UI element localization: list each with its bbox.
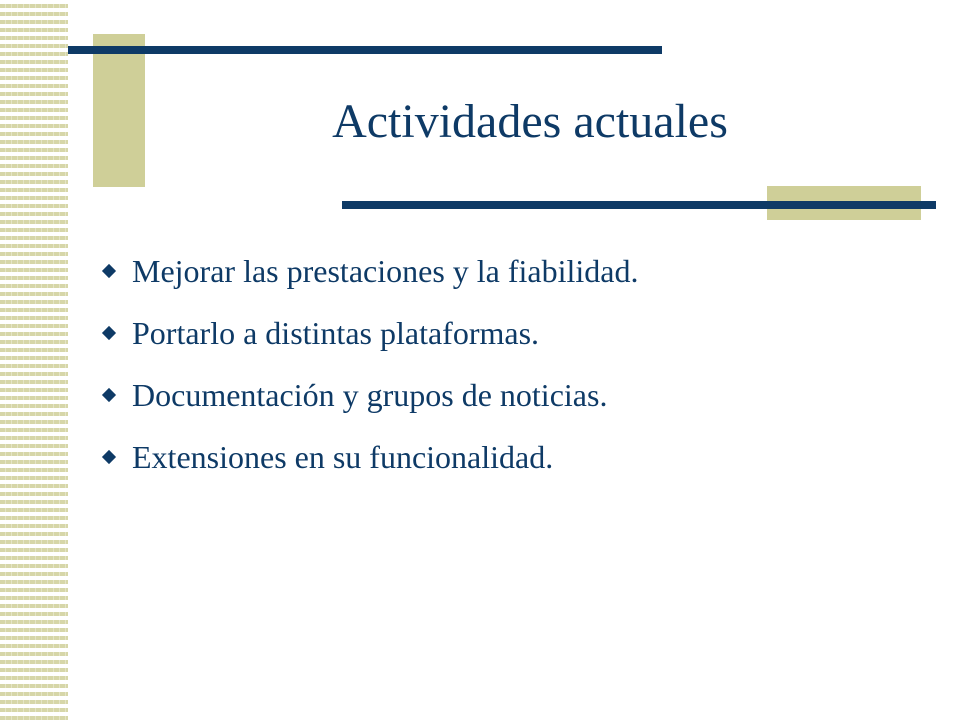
bullet-text: Portarlo a distintas plataformas. xyxy=(132,314,540,351)
diamond-icon xyxy=(102,450,116,464)
bullet-text: Extensiones en su funcionalidad. xyxy=(132,438,554,475)
diamond-icon xyxy=(102,388,116,402)
navy-rule-bottom xyxy=(342,201,936,209)
bullet-item xyxy=(100,364,920,426)
bullet-item xyxy=(100,302,920,364)
slide-title: Actividades actuales xyxy=(332,95,728,148)
navy-rule-top xyxy=(68,46,662,54)
bullet-item xyxy=(100,426,920,488)
bullet-item xyxy=(100,240,920,302)
diamond-icon xyxy=(102,264,116,278)
bullet-text: Documentación y grupos de noticias. xyxy=(132,376,608,413)
bullet-text: Mejorar las prestaciones y la fiabilidad. xyxy=(132,252,639,289)
bullet-list xyxy=(100,240,920,488)
left-stripe-decoration xyxy=(0,0,68,720)
khaki-block-top-left xyxy=(93,34,145,187)
diamond-icon xyxy=(102,326,116,340)
